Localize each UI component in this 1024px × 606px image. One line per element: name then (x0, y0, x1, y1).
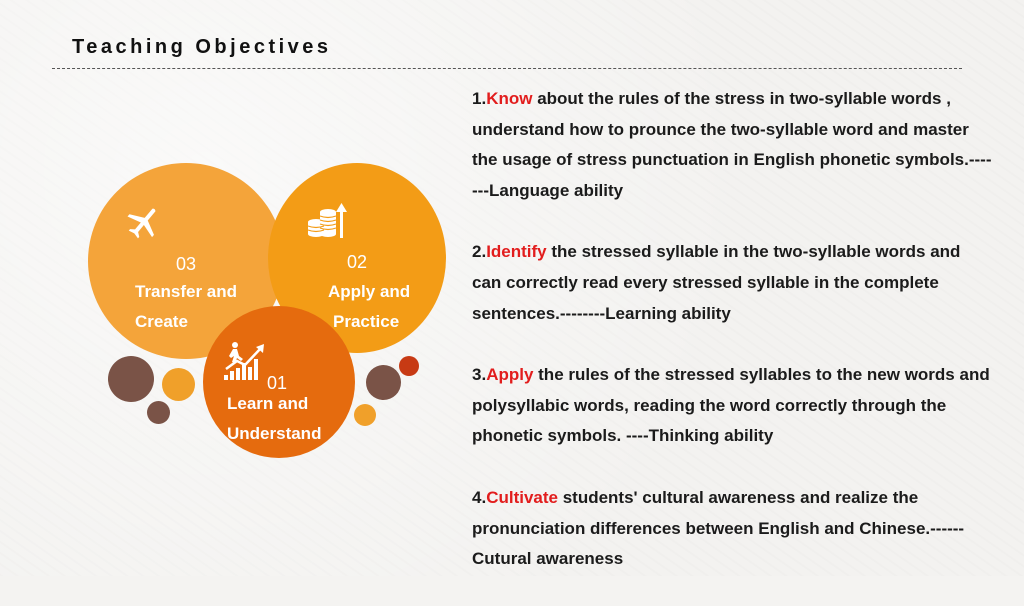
objective-text: students' cultural awareness and realize the pronunciation differences between English and Chinese.------Cutural awareness (472, 487, 965, 569)
objective-number: 1. (472, 89, 487, 108)
objective-item (472, 237, 992, 329)
coins-growth-icon (306, 202, 348, 240)
objective-keyword: Cultivate (486, 487, 558, 507)
page-title: Teaching Objectives (72, 36, 332, 58)
objective-item (472, 483, 992, 575)
objective-number: 2. (472, 242, 487, 262)
circle-02-number: 02 (347, 252, 368, 272)
objective-keyword: Apply (486, 365, 534, 385)
circle-02-label-line2: Practice (333, 312, 400, 331)
circle-02-label-line1: Apply and (328, 282, 411, 301)
circle-01-label-line1: Learn and (227, 394, 309, 413)
objective-keyword: Know (486, 89, 533, 108)
objective-item (472, 360, 992, 452)
objective-text: the stressed syllable in the two-syllable words and can correctly read every stressed syllable in the complete sentences.--------Learning ability (472, 242, 961, 323)
objectives-diagram (0, 0, 470, 576)
decor-dot (162, 368, 195, 401)
objective-number: 3. (472, 365, 487, 385)
objective-item (472, 84, 992, 206)
decor-dot (354, 404, 376, 426)
objective-text: the rules of the stressed syllables to the new words and polysyllabic words, reading the word correctly through the phonetic symbols. ----Thinking ability (472, 365, 990, 446)
circle-01-label-line2: Understand (227, 424, 322, 443)
objectives-list (472, 84, 992, 606)
circle-03-label-line1: Transfer and (135, 282, 238, 301)
climbing-chart-icon (223, 341, 265, 381)
circle-03-label-line2: Create (135, 312, 188, 331)
objective-keyword: Identify (486, 242, 547, 262)
decor-dot (108, 356, 154, 402)
decor-dot (366, 365, 401, 400)
objective-number: 4. (472, 487, 487, 507)
objective-text: about the rules of the stress in two-syllable words , understand how to prounce the two-syllable word and master the usage of stress punctuation in English phonetic symbols.-------Language ability (472, 89, 992, 200)
circle-01-number: 01 (267, 373, 288, 393)
decor-dot (399, 356, 419, 376)
decor-dot (147, 401, 170, 424)
airplane-icon (124, 205, 162, 241)
circle-03-number: 03 (176, 254, 197, 274)
